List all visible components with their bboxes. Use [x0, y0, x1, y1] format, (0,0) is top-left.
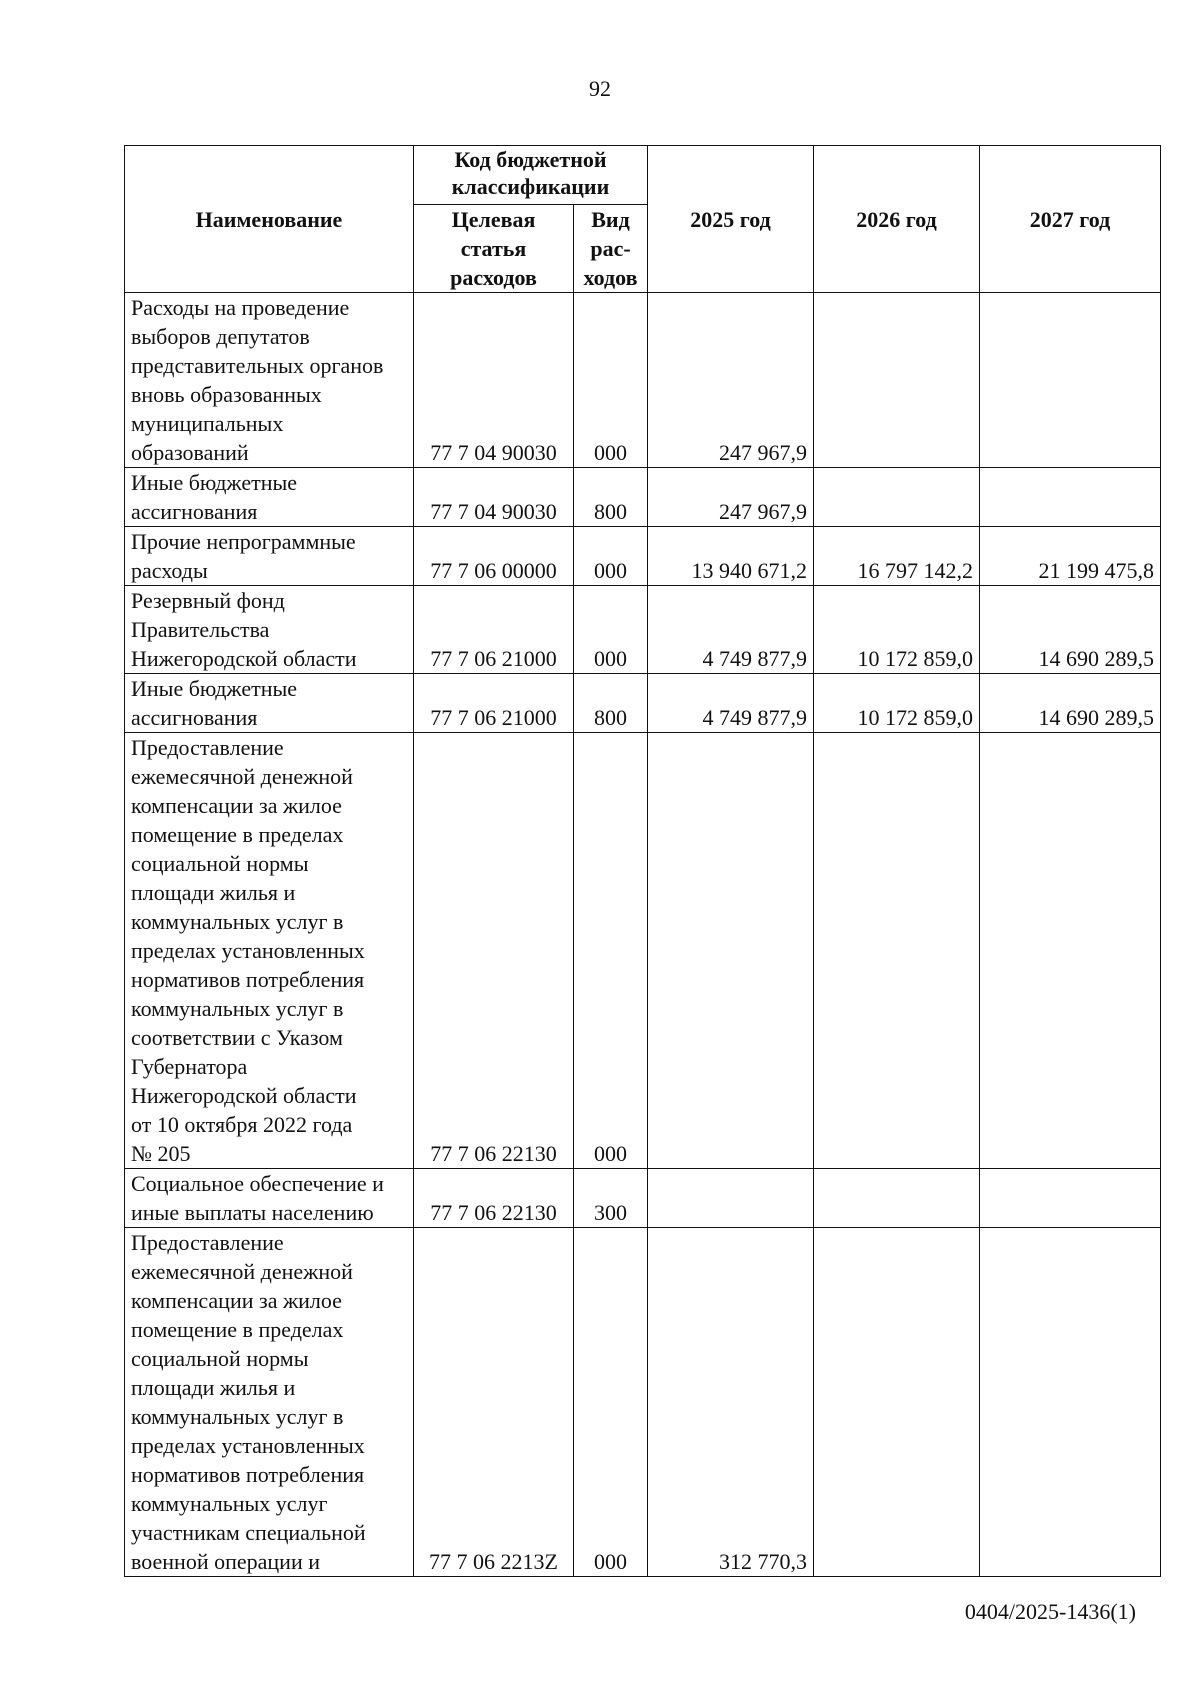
target-article-cell: 77 7 06 21000	[414, 586, 574, 674]
expense-type-cell: 800	[574, 468, 648, 527]
expense-name-line: Иные бюджетные	[131, 676, 298, 701]
amount-2026-cell: 16 797 142,2	[814, 527, 980, 586]
expense-name-line: ассигнования	[131, 499, 258, 524]
expense-name-line: № 205	[131, 1141, 191, 1166]
header-code-group: Код бюджетной классификации	[414, 146, 648, 205]
header-target-article-line: расходов	[450, 265, 537, 290]
expense-name-line: компенсации за жилое	[131, 1288, 342, 1313]
expense-name-line: нормативов потребления	[131, 967, 365, 992]
amount-2026-cell	[814, 468, 980, 527]
budget-table	[124, 145, 1161, 1577]
table-row	[125, 468, 1161, 527]
target-article-cell: 77 7 06 22130	[414, 1169, 574, 1228]
expense-name-line: помещение в пределах	[131, 1317, 344, 1342]
table-row	[125, 674, 1161, 733]
amount-2025-cell: 4 749 877,9	[648, 586, 814, 674]
expense-type-cell: 800	[574, 674, 648, 733]
expense-name-line: коммунальных услуг в	[131, 909, 344, 934]
expense-name-line: соответствии с Указом	[131, 1025, 343, 1050]
amount-2026-cell: 10 172 859,0	[814, 674, 980, 733]
expense-name-line: Социальное обеспечение и	[131, 1171, 384, 1196]
header-expense-type	[574, 205, 648, 293]
table-row	[125, 586, 1161, 674]
amount-2025-cell: 312 770,3	[648, 1228, 814, 1577]
amount-2025-cell: 13 940 671,2	[648, 527, 814, 586]
expense-name-line: социальной нормы	[131, 1346, 309, 1371]
amount-2025-cell: 247 967,9	[648, 468, 814, 527]
amount-2027-cell: 14 690 289,5	[980, 674, 1161, 733]
header-name: Наименование	[125, 146, 414, 293]
expense-name-line: пределах установленных	[131, 1433, 365, 1458]
expense-type-cell: 000	[574, 1228, 648, 1577]
expense-name-line: представительных органов	[131, 353, 384, 378]
expense-type-cell: 000	[574, 586, 648, 674]
expense-name-line: Нижегородской области	[131, 1083, 357, 1108]
expense-name-line: Прочие непрограммные	[131, 529, 356, 554]
expense-name-line: коммунальных услуг в	[131, 1404, 344, 1429]
expense-name-line: расходы	[131, 558, 208, 583]
expense-name-line: социальной нормы	[131, 851, 309, 876]
amount-2027-cell: 21 199 475,8	[980, 527, 1161, 586]
expense-type-cell: 300	[574, 1169, 648, 1228]
amount-2027-cell	[980, 733, 1161, 1169]
expense-name-line: ассигнования	[131, 705, 258, 730]
target-article-cell: 77 7 04 90030	[414, 468, 574, 527]
expense-name-line: Резервный фонд	[131, 588, 285, 613]
expense-name-line: иные выплаты населению	[131, 1200, 374, 1225]
expense-name-line: коммунальных услуг	[131, 1491, 328, 1516]
header-target-article-line: Целевая	[451, 207, 536, 232]
expense-type-cell: 000	[574, 527, 648, 586]
expense-name-line: компенсации за жилое	[131, 793, 342, 818]
expense-name-cell	[125, 527, 414, 586]
expense-name-line: Нижегородской области	[131, 646, 357, 671]
header-target-article	[414, 205, 574, 293]
expense-name-line: вновь образованных	[131, 382, 322, 407]
expense-name-cell	[125, 674, 414, 733]
expense-name-line: ежемесячной денежной	[131, 764, 353, 789]
amount-2027-cell: 14 690 289,5	[980, 586, 1161, 674]
expense-name-line: Правительства	[131, 617, 270, 642]
expense-name-line: военной операции и	[131, 1549, 320, 1574]
expense-name-line: муниципальных	[131, 411, 284, 436]
expense-name-line: нормативов потребления	[131, 1462, 365, 1487]
page-number: 92	[589, 76, 611, 101]
expense-name-cell	[125, 733, 414, 1169]
amount-2027-cell	[980, 293, 1161, 468]
header-expense-type-line: Вид	[591, 207, 630, 232]
expense-name-line: ежемесячной денежной	[131, 1259, 353, 1284]
expense-name-line: от 10 октября 2022 года	[131, 1112, 353, 1137]
expense-name-line: выборов депутатов	[131, 324, 310, 349]
table-row	[125, 733, 1161, 1169]
table-row	[125, 1228, 1161, 1577]
expense-name-line: Предоставление	[131, 735, 284, 760]
table-header	[125, 146, 1161, 293]
expense-name-cell	[125, 1169, 414, 1228]
header-expense-type-line: ходов	[583, 265, 638, 290]
table-row	[125, 1169, 1161, 1228]
header-year-2025: 2025 год	[648, 146, 814, 293]
expense-name-cell	[125, 293, 414, 468]
amount-2026-cell	[814, 293, 980, 468]
target-article-cell: 77 7 06 2213Z	[414, 1228, 574, 1577]
table-row	[125, 527, 1161, 586]
amount-2025-cell: 4 749 877,9	[648, 674, 814, 733]
expense-name-line: Предоставление	[131, 1230, 284, 1255]
amount-2026-cell: 10 172 859,0	[814, 586, 980, 674]
expense-type-cell: 000	[574, 293, 648, 468]
target-article-cell: 77 7 06 00000	[414, 527, 574, 586]
expense-name-line: образований	[131, 440, 249, 465]
document-id: 0404/2025-1436(1)	[964, 1599, 1136, 1624]
expense-name-cell	[125, 468, 414, 527]
amount-2025-cell: 247 967,9	[648, 293, 814, 468]
expense-name-line: Губернатора	[131, 1054, 248, 1079]
expense-name-line: коммунальных услуг в	[131, 996, 344, 1021]
amount-2027-cell	[980, 1169, 1161, 1228]
header-target-article-line: статья	[460, 236, 527, 261]
amount-2026-cell	[814, 733, 980, 1169]
amount-2025-cell	[648, 1169, 814, 1228]
target-article-cell: 77 7 06 22130	[414, 733, 574, 1169]
table-body	[125, 293, 1161, 1577]
expense-name-line: площади жилья и	[131, 1375, 296, 1400]
expense-name-line: площади жилья и	[131, 880, 296, 905]
expense-name-cell	[125, 1228, 414, 1577]
target-article-cell: 77 7 04 90030	[414, 293, 574, 468]
expense-name-line: помещение в пределах	[131, 822, 344, 847]
target-article-cell: 77 7 06 21000	[414, 674, 574, 733]
amount-2027-cell	[980, 1228, 1161, 1577]
table-row	[125, 293, 1161, 468]
amount-2025-cell	[648, 733, 814, 1169]
expense-type-cell: 000	[574, 733, 648, 1169]
amount-2027-cell	[980, 468, 1161, 527]
expense-name-line: пределах установленных	[131, 938, 365, 963]
header-expense-type-line: рас-	[590, 236, 631, 261]
expense-name-line: Расходы на проведение	[131, 295, 350, 320]
header-year-2027: 2027 год	[980, 146, 1161, 293]
header-year-2026: 2026 год	[814, 146, 980, 293]
expense-name-line: участникам специальной	[131, 1520, 366, 1545]
amount-2026-cell	[814, 1169, 980, 1228]
expense-name-line: Иные бюджетные	[131, 470, 298, 495]
expense-name-cell	[125, 586, 414, 674]
amount-2026-cell	[814, 1228, 980, 1577]
